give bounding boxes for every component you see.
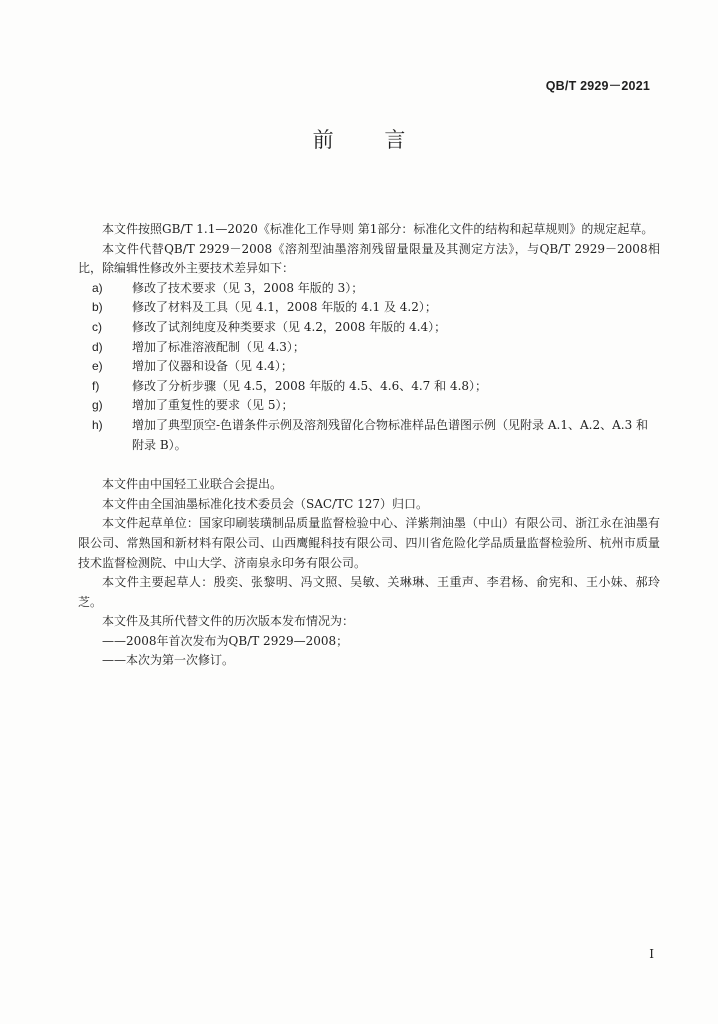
list-item [78,416,660,455]
list-item-marker: c) [92,319,102,334]
proposed-by-paragraph: 本文件由中国轻工业联合会提出。 [102,477,283,492]
history-item: ——2008年首次发布为QB/T 2929—2008； [102,633,349,648]
document-body [78,220,660,671]
list-item-marker: a) [92,280,103,295]
list-item [78,279,660,299]
list-item-text: 增加了重复性的要求（见 5）； [132,398,294,413]
list-item-text: 修改了材料及工具（见 4.1，2008 年版的 4.1 及 4.2）； [132,300,437,315]
list-item-marker: g) [92,398,103,413]
managed-by-paragraph: 本文件由全国油墨标准化技术委员会（SAC/TC 127）归口。 [102,496,429,511]
list-item-text: 增加了标准溶液配制（见 4.3）； [132,339,305,354]
list-item [78,377,660,397]
changes-list [78,279,660,455]
history-item: ——本次为第一次修订。 [102,653,235,668]
list-item-text: 增加了典型顶空-色谱条件示例及溶剂残留化合物标准样品色谱图示例（见附录 A.1、A.2、A.3 和附录 B）。 [132,417,649,452]
standard-code: QB/T 2929－2021 [545,79,650,93]
list-item [78,338,660,358]
list-item-marker: f) [92,378,100,393]
section-gap [78,455,660,475]
drafting-units-paragraph: 本文件起草单位：国家印刷装璜制品质量监督检验中心、洋紫荆油墨（中山）有限公司、浙江永在油墨有限公司、常熟国和新材料有限公司、山西鹰鲲科技有限公司、四川省危险化学品质量监督检验所、杭州市质量技术监督检测院、中山大学、济南泉永印务有限公司。 [78,516,660,570]
list-item-text: 增加了仪器和设备（见 4.4）； [132,359,293,374]
drafters-paragraph: 本文件主要起草人：殷奕、张黎明、冯文照、吴敏、关琳琳、王重声、李君杨、俞宪和、王小妹、郝玲芝。 [78,575,660,609]
replacement-paragraph: 本文件代替QB/T 2929－2008《溶剂型油墨溶剂残留量限量及其测定方法》，与QB/T 2929－2008相比，除编辑性修改外主要技术差异如下： [78,241,660,276]
list-item-marker: e) [92,359,103,374]
list-item-text: 修改了技术要求（见 3，2008 年版的 3）； [132,280,364,295]
list-item-marker: h) [92,417,103,432]
list-item [78,357,660,377]
list-item [78,396,660,416]
history-intro-paragraph: 本文件及其所代替文件的历次版本发布情况为： [102,614,355,629]
drafting-basis-paragraph: 本文件按照GB/T 1.1—2020《标准化工作导则 第1部分：标准化文件的结构和起草规则》的规定起草。 [102,222,654,236]
list-item-text: 修改了分析步骤（见 4.5，2008 年版的 4.5、4.6、4.7 和 4.8）； [132,378,488,393]
list-item-text: 修改了试剂纯度及种类要求（见 4.2，2008 年版的 4.4）； [132,319,447,334]
page-title: 前 言 [312,128,428,152]
list-item [78,298,660,318]
page-number: I [649,947,654,961]
list-item-marker: d) [92,339,103,354]
list-item-marker: b) [92,300,103,315]
list-item [78,318,660,338]
